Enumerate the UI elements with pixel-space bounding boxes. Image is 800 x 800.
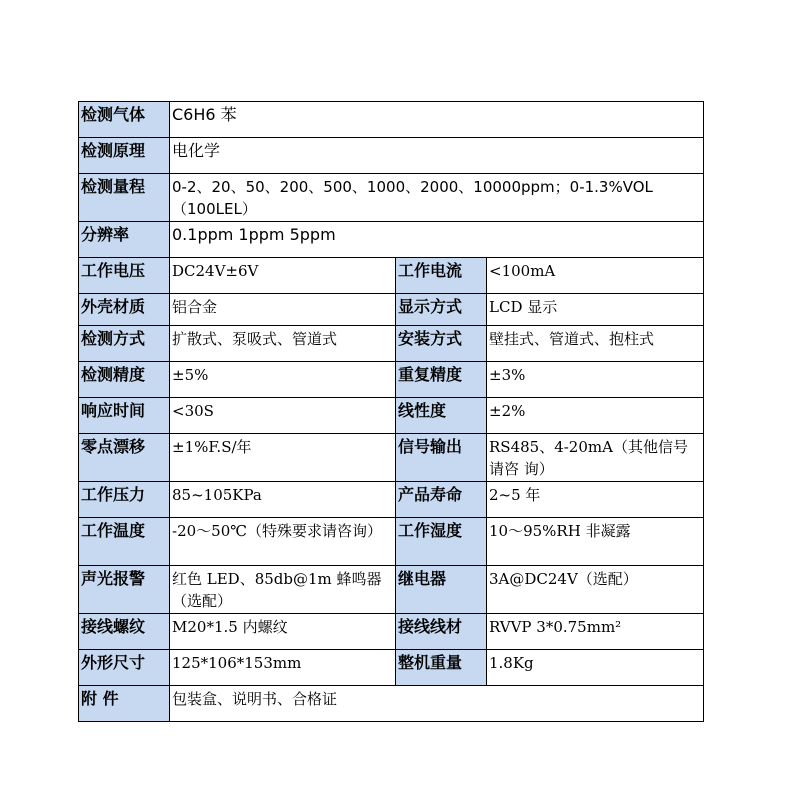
spec-value: <100mA [487, 258, 704, 294]
spec-label: 分辨率 [79, 222, 170, 258]
spec-value: 铝合金 [170, 294, 396, 326]
table-row [79, 222, 704, 258]
table-row [79, 650, 704, 686]
spec-label: 检测原理 [79, 138, 170, 174]
spec-label: 重复精度 [396, 362, 487, 398]
spec-label: 接线螺纹 [79, 614, 170, 650]
spec-value: <30S [170, 398, 396, 434]
table-row [79, 362, 704, 398]
spec-value: M20*1.5 内螺纹 [170, 614, 396, 650]
spec-value: ±3% [487, 362, 704, 398]
table-row [79, 614, 704, 650]
spec-value: ±5% [170, 362, 396, 398]
table-row [79, 138, 704, 174]
spec-label: 信号输出 [396, 434, 487, 482]
spec-value: 1.8Kg [487, 650, 704, 686]
spec-label: 附 件 [79, 686, 170, 722]
spec-value: RVVP 3*0.75mm² [487, 614, 704, 650]
spec-label: 工作湿度 [396, 518, 487, 566]
spec-value: LCD 显示 [487, 294, 704, 326]
table-row [79, 566, 704, 614]
spec-value: 扩散式、泵吸式、管道式 [170, 326, 396, 362]
spec-value: 125*106*153mm [170, 650, 396, 686]
spec-label: 工作电压 [79, 258, 170, 294]
spec-label: 工作电流 [396, 258, 487, 294]
spec-label: 检测方式 [79, 326, 170, 362]
spec-label: 检测气体 [79, 102, 170, 138]
spec-label: 接线线材 [396, 614, 487, 650]
spec-label: 检测精度 [79, 362, 170, 398]
spec-label: 整机重量 [396, 650, 487, 686]
spec-value: 壁挂式、管道式、抱柱式 [487, 326, 704, 362]
table-row [79, 294, 704, 326]
spec-label: 工作温度 [79, 518, 170, 566]
spec-label: 显示方式 [396, 294, 487, 326]
spec-label: 继电器 [396, 566, 487, 614]
spec-value: 0-2、20、50、200、500、1000、2000、10000ppm；0-1.3%VOL（100LEL） [170, 174, 704, 222]
spec-label: 安装方式 [396, 326, 487, 362]
spec-value: 85~105KPa [170, 482, 396, 518]
spec-label: 响应时间 [79, 398, 170, 434]
spec-label: 工作压力 [79, 482, 170, 518]
spec-value: 0.1ppm 1ppm 5ppm [170, 222, 704, 258]
spec-value: ±2% [487, 398, 704, 434]
table-row [79, 518, 704, 566]
spec-value: 3A@DC24V（选配） [487, 566, 704, 614]
spec-value: C6H6 苯 [170, 102, 704, 138]
table-row [79, 482, 704, 518]
table-row [79, 174, 704, 222]
table-row [79, 258, 704, 294]
spec-label: 检测量程 [79, 174, 170, 222]
spec-label: 线性度 [396, 398, 487, 434]
spec-value: ±1%F.S/年 [170, 434, 396, 482]
spec-value: 10～95%RH 非凝露 [487, 518, 704, 566]
spec-value: RS485、4-20mA（其他信号请咨 询） [487, 434, 704, 482]
table-row [79, 398, 704, 434]
spec-value: 包装盒、说明书、合格证 [170, 686, 704, 722]
table-row [79, 434, 704, 482]
table-row [79, 686, 704, 722]
spec-value: DC24V±6V [170, 258, 396, 294]
spec-value: 2~5 年 [487, 482, 704, 518]
spec-value: 红色 LED、85db@1m 蜂鸣器（选配） [170, 566, 396, 614]
table-row [79, 326, 704, 362]
spec-label: 零点漂移 [79, 434, 170, 482]
spec-value: -20～50℃（特殊要求请咨询） [170, 518, 396, 566]
spec-value: 电化学 [170, 138, 704, 174]
spec-table [78, 101, 704, 722]
table-row [79, 102, 704, 138]
spec-label: 外形尺寸 [79, 650, 170, 686]
spec-label: 产品寿命 [396, 482, 487, 518]
spec-label: 外壳材质 [79, 294, 170, 326]
spec-label: 声光报警 [79, 566, 170, 614]
